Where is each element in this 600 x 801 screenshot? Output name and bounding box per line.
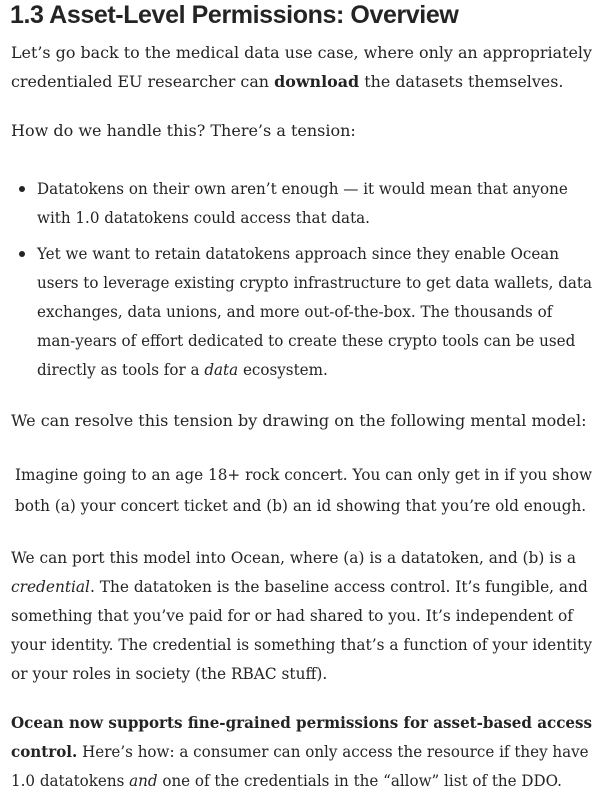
list-item: Datatokens on their own aren’t enough — it would mean that anyone with 1.0 datatokens could access that data. [0, 174, 600, 232]
tension-question: How do we handle this? There’s a tension: [11, 121, 356, 140]
section-heading: 1.3 Asset-Level Permissions: Overview [10, 1, 459, 29]
intro-paragraph [11, 38, 595, 96]
port-paragraph: We can port this model into Ocean, where (a) is a datatoken, and (b) is a credential. The datatoken is the baseline access control. It’s fungible, and something that you’ve paid for or had shared to you. It’s independent of your identity. The credential is something that’s a function of your identity or your roles in society (the RBAC stuff). [11, 548, 593, 683]
concert-quote: Imagine going to an age 18+ rock concert. You can only get in if you show both (a) your concert ticket and (b) an id showing that you’re old enough. [15, 465, 593, 515]
intro-line-1: Let’s go back to the medical data use case, where only an appropriately [11, 43, 592, 62]
intro-line-2: credentialed EU researcher can download the datasets themselves. [11, 72, 564, 91]
tension-list [0, 174, 600, 384]
support-paragraph: Ocean now supports fine-grained permissions for asset-based access control. Here’s how: a consumer can only access the resource if they have 1.0 datatokens and one of the credentials in the “allow” list of the DDO. [11, 713, 593, 790]
resolve-paragraph: We can resolve this tension by drawing on the following mental model: [11, 411, 587, 430]
bullet-dot-icon [19, 251, 25, 257]
list-item: Yet we want to retain datatokens approach since they enable Ocean users to leverage existing crypto infrastructure to get data wallets, data exchanges, data unions, and more out-of-the-box. The thousands of man-years of effort dedicated to create these crypto tools can be used directly as tools for a data ecosystem. [0, 239, 600, 384]
bullet-dot-icon [19, 186, 25, 192]
download-emphasis: download [274, 72, 360, 91]
